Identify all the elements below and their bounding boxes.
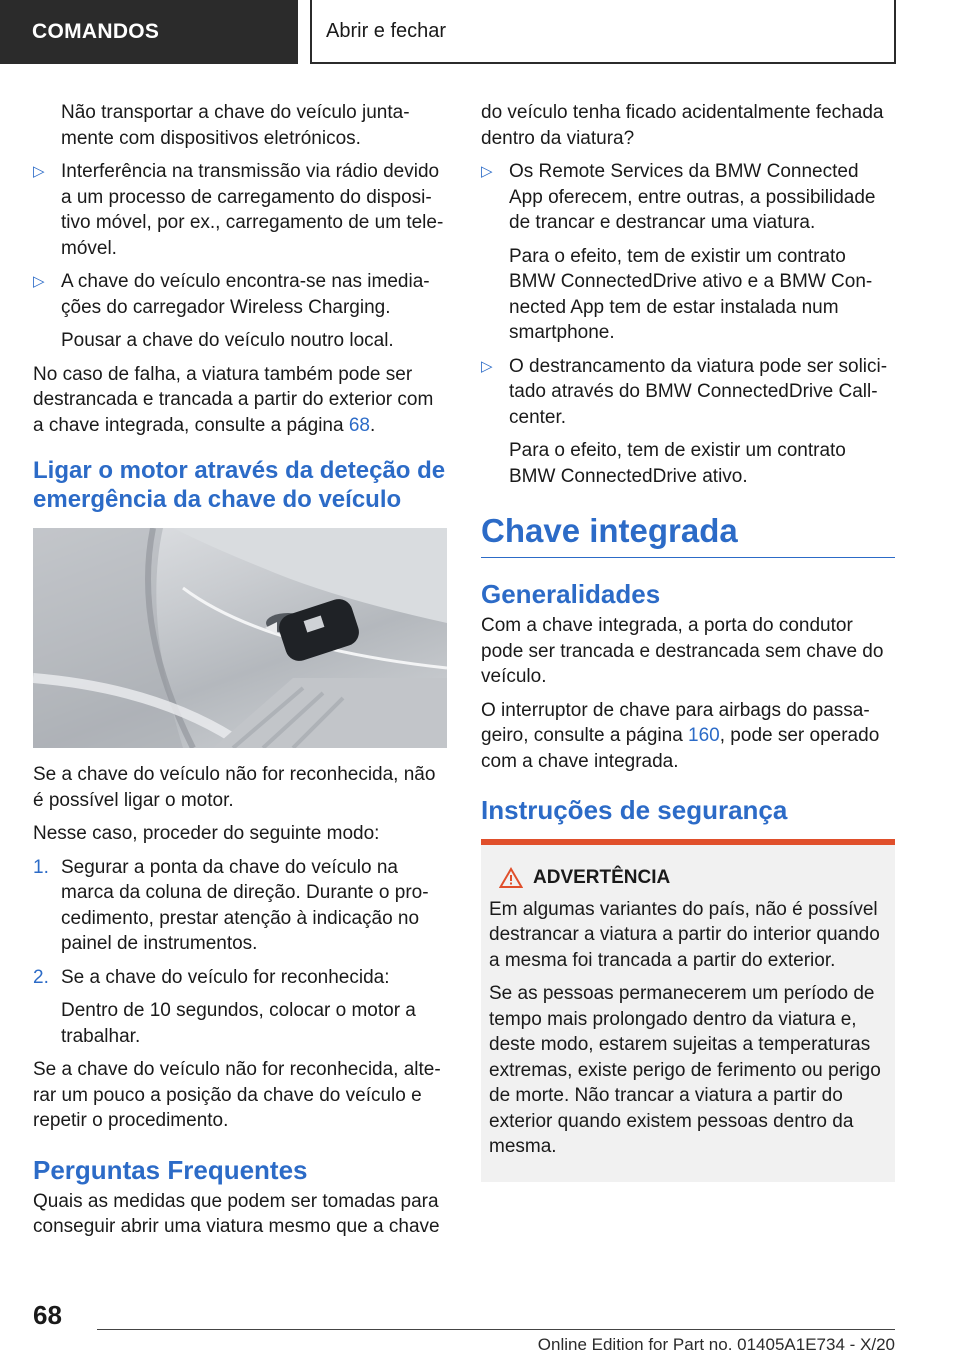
warning-title: ADVERTÊNCIA: [533, 867, 671, 888]
list-item: [33, 159, 447, 261]
warning-header: [489, 865, 887, 891]
step-subtext: Dentro de 10 segundos, colocar o motor a trabalhar.: [61, 1000, 416, 1047]
list-item-subtext: Para o efeito, tem de existir um contrato BMW ConnectedDrive ativo e a BMW Connected App tem de estar instalada num smartphone.: [509, 245, 873, 343]
switch-paragraph-end: , pode ser operado com a chave integrada.: [481, 725, 880, 772]
warning-box: [481, 839, 895, 1182]
section-tab: [0, 0, 298, 64]
list-item-subtext: Pousar a chave do veículo noutro local.: [61, 330, 394, 351]
right-column: [481, 100, 895, 1182]
footer-edition: Online Edition for Part no. 01405A1E734 - X/20: [537, 1335, 895, 1354]
heading-general: Generalidades: [481, 579, 661, 609]
left-column: [33, 100, 447, 1248]
general-paragraph: Com a chave integrada, a porta do condutor pode ser trancada e destrancada sem chave do veículo.: [481, 615, 884, 687]
footer-divider: [97, 1329, 895, 1330]
heading-faq: Perguntas Frequentes: [33, 1154, 308, 1185]
page-link-160[interactable]: 160: [688, 725, 720, 746]
triangle-bullet-icon: ▷: [481, 357, 493, 375]
list-item-text: Interferência na transmissão via rádio devido a um processo de carregamento do dispositivo móvel, por ex., carregamento de um telemóvel.: [61, 161, 444, 259]
list-item: [481, 354, 895, 431]
fail-paragraph-text: No caso de falha, a viatura também pode ser destrancada e trancada a partir do exterior com a chave integrada, consulte a página: [33, 363, 434, 436]
list-item: [33, 269, 447, 320]
steering-column-illustration: [33, 528, 447, 748]
continued-text: Não transportar a chave do veículo juntamente com dispositivos eletrónicos.: [61, 102, 410, 149]
warning-triangle-icon: [499, 867, 523, 889]
triangle-bullet-icon: ▷: [481, 163, 493, 180]
not-recognized-paragraph: Se a chave do veículo não for reconhecida, não é possível ligar o motor.: [33, 764, 436, 811]
list-item: [481, 159, 895, 236]
chapter-title: Abrir e fechar: [326, 19, 447, 42]
chapter-header: [310, 0, 896, 64]
triangle-bullet-icon: ▷: [33, 163, 45, 180]
switch-paragraph: [481, 698, 895, 775]
warning-paragraph: Se as pessoas permanecerem um período de tempo mais prolongado dentro da viatura e, deste modo, estarem sujeitas a temperaturas extremas, existe perigo de ferimento ou perigo de morte. Não trancar a viatura a partir do exterior quando existem pessoas dentro da mesma.: [489, 983, 881, 1157]
list-item-text: Os Remote Services da BMW Connected App oferecem, entre outras, a possibilidade de trancar e destrancar uma viatura.: [509, 161, 876, 233]
faq-continued: do veículo tenha ficado acidentalmente fechada dentro da viatura?: [481, 102, 884, 149]
list-item-text: O destrancamento da viatura pode ser solicitado através do BMW ConnectedDrive Callcenter.: [509, 355, 888, 428]
heading-emergency-start: Ligar o motor através da deteção de emergência da chave do veículo: [33, 457, 446, 513]
page-link-68[interactable]: 68: [348, 414, 370, 436]
switch-paragraph-text: O interruptor de chave para airbags do passageiro, consulte a página: [481, 699, 870, 746]
fail-paragraph-end: .: [369, 414, 376, 436]
fail-paragraph: [33, 362, 447, 439]
retry-paragraph: Se a chave do veículo não for reconhecida, alterar um pouco a posição da chave do veículo e repetir o procedimento.: [33, 1059, 441, 1131]
list-item-subtext: Para o efeito, tem de existir um contrato BMW ConnectedDrive ativo.: [509, 440, 846, 487]
heading-safety: Instruções de segurança: [481, 795, 788, 825]
page-number: 68: [33, 1300, 62, 1330]
heading-integrated-key: Chave integrada: [481, 511, 895, 558]
step-item: [33, 855, 447, 957]
step-number: 2.: [33, 966, 49, 988]
list-item-text: A chave do veículo encontra-se nas imediações do carregador Wireless Charging.: [61, 271, 430, 318]
steering-column-key-photo: [33, 528, 447, 748]
step-number: 1.: [33, 856, 49, 878]
step-text: Se a chave do veículo for reconhecida:: [61, 966, 390, 988]
faq-paragraph: Quais as medidas que podem ser tomadas para conseguir abrir uma viatura mesmo que a chave: [33, 1190, 440, 1237]
step-item: [33, 965, 447, 991]
warning-paragraph: Em algumas variantes do país, não é possível destrancar a viatura a partir do interior quando a mesma foi trancada a partir do exterior.: [489, 898, 880, 971]
section-title: COMANDOS: [32, 20, 160, 43]
triangle-bullet-icon: ▷: [33, 273, 45, 290]
step-text: Segurar a ponta da chave do veículo na marca da coluna de direção. Durante o procedimento, prestar atenção à indicação no painel de instrumentos.: [61, 856, 429, 954]
proceed-paragraph: Nesse caso, proceder do seguinte modo:: [33, 823, 380, 844]
